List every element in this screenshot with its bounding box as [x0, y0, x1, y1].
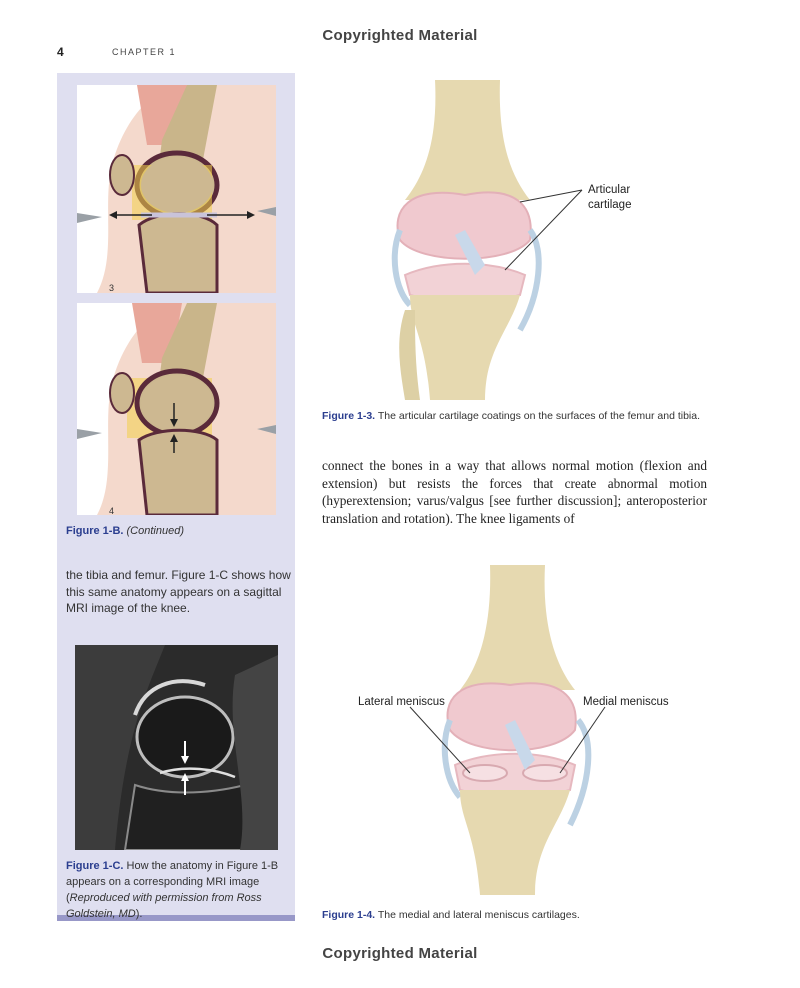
knee-compression-illustration [77, 303, 276, 515]
articular-cartilage-illustration [370, 80, 660, 400]
figure-1c-text: How the anatomy in Figure 1-B appears on a corresponding MRI image ( [66, 860, 279, 904]
figure-1-4 [350, 565, 680, 895]
figure-1c-caption [66, 858, 291, 922]
sidebar-body-text: the tibia and femur. Figure 1-C shows how this same anatomy appears on a sagittal MRI image of the knee. [66, 568, 291, 615]
figure-1c-end: ). [135, 908, 143, 920]
page-number: 4 [57, 45, 64, 59]
sidebar-box [57, 73, 295, 921]
figure-1-4-text: The medial and lateral meniscus cartilages. [377, 909, 580, 921]
copyright-watermark-top: Copyrighted Material [322, 27, 478, 44]
knee-panel-3 [77, 85, 276, 293]
panel-label-3: 3 [109, 283, 115, 293]
figure-1-3-caption [322, 410, 700, 422]
meniscus-illustration [350, 565, 680, 895]
figure-1b-text: (Continued) [126, 525, 184, 537]
mri-image [75, 645, 278, 850]
figure-1-3-id: Figure 1-3. [322, 410, 376, 422]
panel-label-4: 4 [109, 506, 115, 515]
figure-1b-caption [66, 525, 184, 537]
knee-distraction-illustration [77, 85, 276, 293]
copyright-watermark-bottom: Copyrighted Material [322, 945, 478, 962]
medial-meniscus-label: Medial meniscus [583, 696, 669, 708]
chapter-label: CHAPTER 1 [112, 47, 177, 57]
figure-1-3 [370, 80, 660, 400]
body-paragraph: connect the bones in a way that allows normal motion (flexion and extension) but resists the forces that create abnormal motion (hyperextension; varus/valgus [see further discussion]; anteroposterior translation and rotation). The knee ligaments of [322, 458, 707, 526]
figure-1-4-id: Figure 1-4. [322, 909, 376, 921]
figure-1-4-caption [322, 909, 580, 921]
figure-1c-id: Figure 1-C. [66, 860, 124, 872]
mri-scan [75, 645, 278, 850]
knee-panel-4 [77, 303, 276, 515]
figure-1c-credit: Reproduced with permission from Ross Goldstein, MD [66, 892, 262, 920]
lateral-meniscus-label: Lateral meniscus [358, 696, 445, 708]
articular-label-line2: cartilage [588, 199, 632, 211]
figure-1-3-text: The articular cartilage coatings on the surfaces of the femur and tibia. [377, 410, 701, 422]
articular-label-line1: Articular [588, 184, 631, 196]
figure-1b-id: Figure 1-B. [66, 525, 124, 537]
